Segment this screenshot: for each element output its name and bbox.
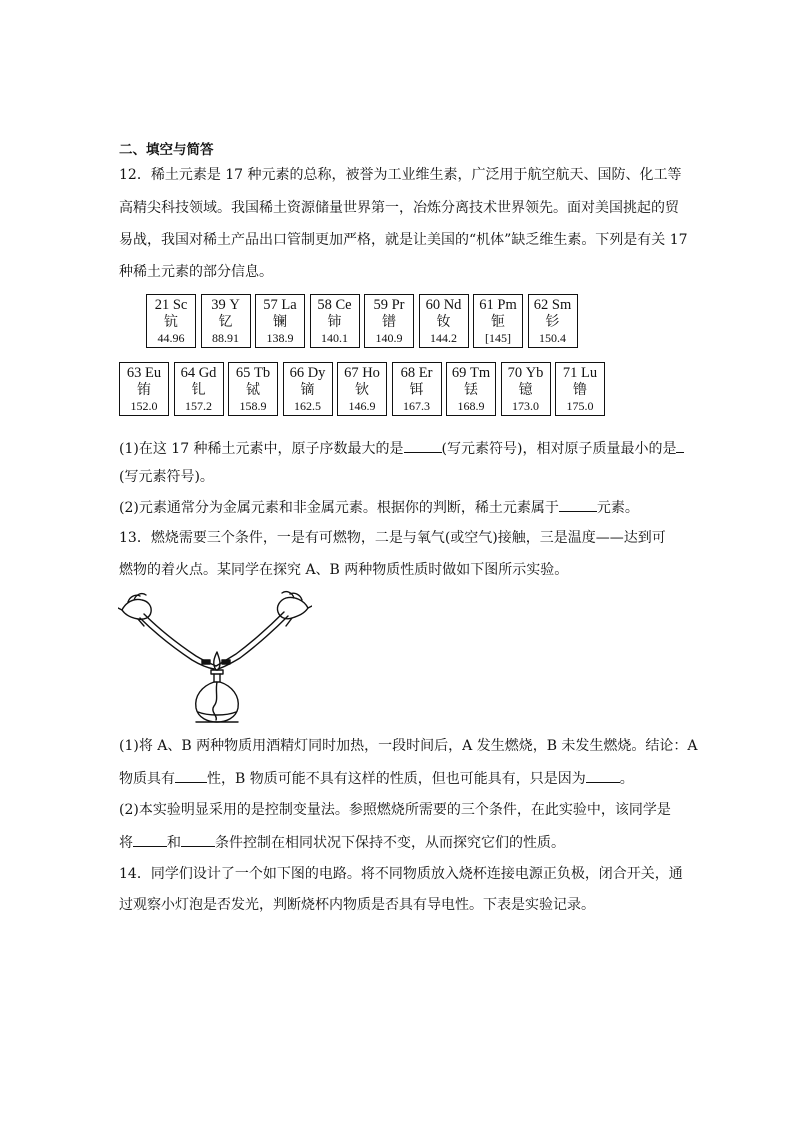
atomic-mass: 144.2 — [430, 331, 457, 345]
element-number-symbol — [401, 365, 433, 382]
element-number-symbol — [508, 365, 544, 382]
atomic-number: 21 — [154, 297, 170, 313]
sample-b-icon — [222, 660, 230, 664]
element-name: 铥 — [464, 382, 478, 398]
atomic-mass: 152.0 — [130, 399, 158, 413]
element-symbol: Dy — [307, 365, 326, 381]
element-number-symbol — [426, 297, 462, 314]
element-symbol: Er — [418, 365, 433, 381]
atomic-number: 58 — [317, 297, 332, 313]
element-number-symbol — [211, 297, 240, 314]
element-cell — [392, 362, 442, 416]
element-cell — [501, 362, 551, 416]
element-cell — [119, 362, 169, 416]
element-cell — [528, 294, 578, 348]
element-symbol: Pm — [497, 297, 517, 313]
atomic-number: 69 — [451, 365, 467, 381]
element-cell — [364, 294, 414, 348]
atomic-mass: 175.0 — [566, 399, 594, 413]
flame-icon — [214, 652, 220, 670]
element-name: 钷 — [491, 314, 505, 330]
element-name: 铒 — [409, 382, 424, 398]
q13-sub2-line-1: (2)本实验明显采用的是控制变量法。参照燃烧所需要的三个条件，在此实验中，该同学是 — [119, 802, 671, 818]
section-heading: 二、填空与简答 — [119, 142, 214, 158]
q13-sub1-text-c: 性，B 物质可能不具有这样的性质，但也可能具有，只是因为 — [207, 771, 586, 787]
element-symbol: Lu — [581, 365, 598, 381]
q12-sub2-text-b: 元素。 — [596, 500, 639, 516]
atomic-mass: 140.9 — [375, 331, 403, 345]
atomic-mass: 146.9 — [348, 399, 376, 413]
atomic-number: 59 — [373, 297, 388, 313]
element-cell — [174, 362, 224, 416]
element-cell — [473, 294, 523, 348]
element-name: 钐 — [545, 314, 560, 330]
q13-sub2-line-2 — [119, 832, 565, 853]
element-number-symbol — [263, 297, 296, 314]
element-name: 铕 — [137, 382, 151, 398]
atomic-number: 64 — [180, 365, 196, 381]
element-symbol: Tb — [254, 365, 271, 381]
q12-line-4: 种稀土元素的部分信息。 — [119, 264, 273, 280]
q13-line-1: 13．燃烧需要三个条件，一是有可燃物，二是与氧气(或空气)接触，三是温度——达到可 — [119, 530, 666, 546]
answer-blank[interactable] — [175, 768, 207, 783]
element-name: 钬 — [355, 382, 369, 398]
element-symbol: Nd — [443, 297, 462, 313]
atomic-number: 63 — [126, 365, 142, 381]
element-name: 镝 — [300, 382, 315, 398]
element-symbol: Yb — [525, 365, 544, 381]
element-cell — [419, 294, 469, 348]
element-number-symbol — [479, 297, 516, 314]
atomic-number: 68 — [400, 365, 416, 381]
element-symbol: Ce — [335, 297, 352, 313]
element-cell — [201, 294, 251, 348]
element-name: 钪 — [164, 314, 178, 330]
atomic-number: 39 — [211, 297, 226, 313]
element-number-symbol — [181, 365, 217, 382]
atomic-mass: 167.3 — [403, 399, 430, 413]
q12-sub1-text-b: (写元素符号)，相对原子质量最小的是 — [441, 441, 677, 457]
atomic-number: 60 — [425, 297, 441, 313]
atomic-mass: 157.2 — [185, 399, 212, 413]
q13-sub1-text-d: 。 — [619, 771, 634, 787]
element-name: 铈 — [327, 314, 342, 330]
q14-line-1: 14．同学们设计了一个如下图的电路。将不同物质放入烧杯连接电源正负极，闭合开关，通 — [119, 866, 683, 882]
element-number-symbol — [127, 365, 161, 382]
q13-sub1-line-2 — [119, 768, 634, 789]
element-cell — [310, 294, 360, 348]
element-cell — [146, 294, 196, 348]
atomic-mass: 173.0 — [512, 399, 539, 413]
element-name: 铽 — [246, 382, 260, 398]
q12-sub2-line — [119, 497, 639, 518]
atomic-number: 71 — [562, 365, 578, 381]
element-symbol: Ho — [362, 365, 380, 381]
element-name: 钕 — [436, 314, 451, 330]
element-symbol: Sc — [172, 297, 188, 313]
element-number-symbol — [290, 365, 326, 382]
q14-line-2: 过观察小灯泡是否发光，判断烧杯内物质是否具有导电性。下表是实验记录。 — [119, 897, 595, 913]
element-symbol: Sm — [551, 297, 572, 313]
q13-sub2-text-b: 和 — [167, 835, 181, 851]
atomic-mass: 168.9 — [457, 399, 485, 413]
q13-sub2-text-a: 将 — [119, 835, 133, 851]
answer-blank[interactable] — [676, 438, 684, 453]
q12-sub1-text-a: (1)在这 17 种稀土元素中，原子序数最大的是 — [119, 441, 404, 457]
atomic-number: 70 — [507, 365, 523, 381]
answer-blank[interactable] — [181, 832, 215, 847]
element-table-row-2 — [119, 362, 610, 416]
element-cell — [228, 362, 278, 416]
element-cell — [446, 362, 496, 416]
element-name: 镨 — [382, 314, 396, 330]
element-cell — [555, 362, 605, 416]
atomic-mass: 44.96 — [157, 331, 185, 345]
atomic-number: 57 — [263, 297, 278, 313]
q12-sub1-line — [119, 438, 684, 459]
element-number-symbol — [155, 297, 188, 314]
element-name: 钆 — [191, 382, 206, 398]
atomic-mass: [145] — [485, 331, 511, 345]
element-number-symbol — [452, 365, 490, 382]
element-table-row-1 — [146, 294, 582, 348]
element-cell — [283, 362, 333, 416]
element-number-symbol — [344, 365, 380, 382]
atomic-mass: 150.4 — [539, 331, 566, 345]
atomic-mass: 88.91 — [212, 331, 239, 345]
q12-sub1-line-2: (写元素符号)。 — [119, 469, 214, 485]
q12-line-2: 高精尖科技领域。我国稀土资源储量世界第一，冶炼分离技术世界领先。面对美国挑起的贸 — [119, 200, 679, 216]
answer-blank[interactable] — [133, 832, 167, 847]
element-number-symbol — [563, 365, 597, 382]
atomic-mass: 158.9 — [239, 399, 267, 413]
answer-blank[interactable] — [404, 438, 442, 453]
atomic-number: 62 — [533, 297, 549, 313]
atomic-number: 66 — [289, 365, 305, 381]
element-symbol: Pr — [391, 297, 405, 313]
sample-a-icon — [202, 660, 210, 664]
atomic-number: 67 — [344, 365, 359, 381]
atomic-number: 61 — [479, 297, 494, 313]
q13-sub1-line-1: (1)将 A、B 两种物质用酒精灯同时加热，一段时间后，A 发生燃烧，B 未发生燃烧。结论：A — [119, 738, 698, 754]
element-symbol: Y — [229, 297, 240, 313]
element-name: 镥 — [573, 382, 587, 398]
answer-blank[interactable] — [559, 497, 597, 512]
element-name: 钇 — [218, 314, 233, 330]
q13-sub2-text-c: 条件控制在相同状况下保持不变，从而探究它们的性质。 — [215, 835, 565, 851]
element-name: 镧 — [273, 314, 287, 330]
element-cell — [255, 294, 305, 348]
element-number-symbol — [534, 297, 571, 314]
atomic-mass: 162.5 — [294, 399, 321, 413]
element-symbol: Eu — [145, 365, 162, 381]
q12-line-3: 易战，我国对稀土产品出口管制更加严格，就是让美国的“机体”缺乏维生素。下列是有关 17 — [119, 232, 688, 248]
element-number-symbol — [317, 297, 351, 314]
answer-blank[interactable] — [586, 768, 620, 783]
q13-line-2: 燃物的着火点。某同学在探究 A、B 两种物质性质时做如下图所示实验。 — [119, 562, 569, 578]
element-number-symbol — [373, 297, 404, 314]
alcohol-lamp-illustration — [118, 588, 312, 728]
element-cell — [337, 362, 387, 416]
lamp-icon — [196, 670, 239, 722]
q12-line-1: 12．稀土元素是 17 种元素的总称，被誉为工业维生素，广泛用于航空航天、国防、化工等 — [119, 167, 682, 183]
q12-sub2-text-a: (2)元素通常分为金属元素和非金属元素。根据你的判断，稀土元素属于 — [119, 500, 559, 516]
element-number-symbol — [236, 365, 270, 382]
element-symbol: Gd — [198, 365, 217, 381]
element-name: 镱 — [518, 382, 533, 398]
atomic-mass: 138.9 — [266, 331, 294, 345]
atomic-mass: 140.1 — [321, 331, 348, 345]
left-hand-icon — [118, 594, 151, 626]
element-symbol: La — [281, 297, 297, 313]
q13-sub1-text-b: 物质具有 — [119, 771, 175, 787]
element-symbol: Tm — [469, 365, 491, 381]
atomic-number: 65 — [235, 365, 251, 381]
